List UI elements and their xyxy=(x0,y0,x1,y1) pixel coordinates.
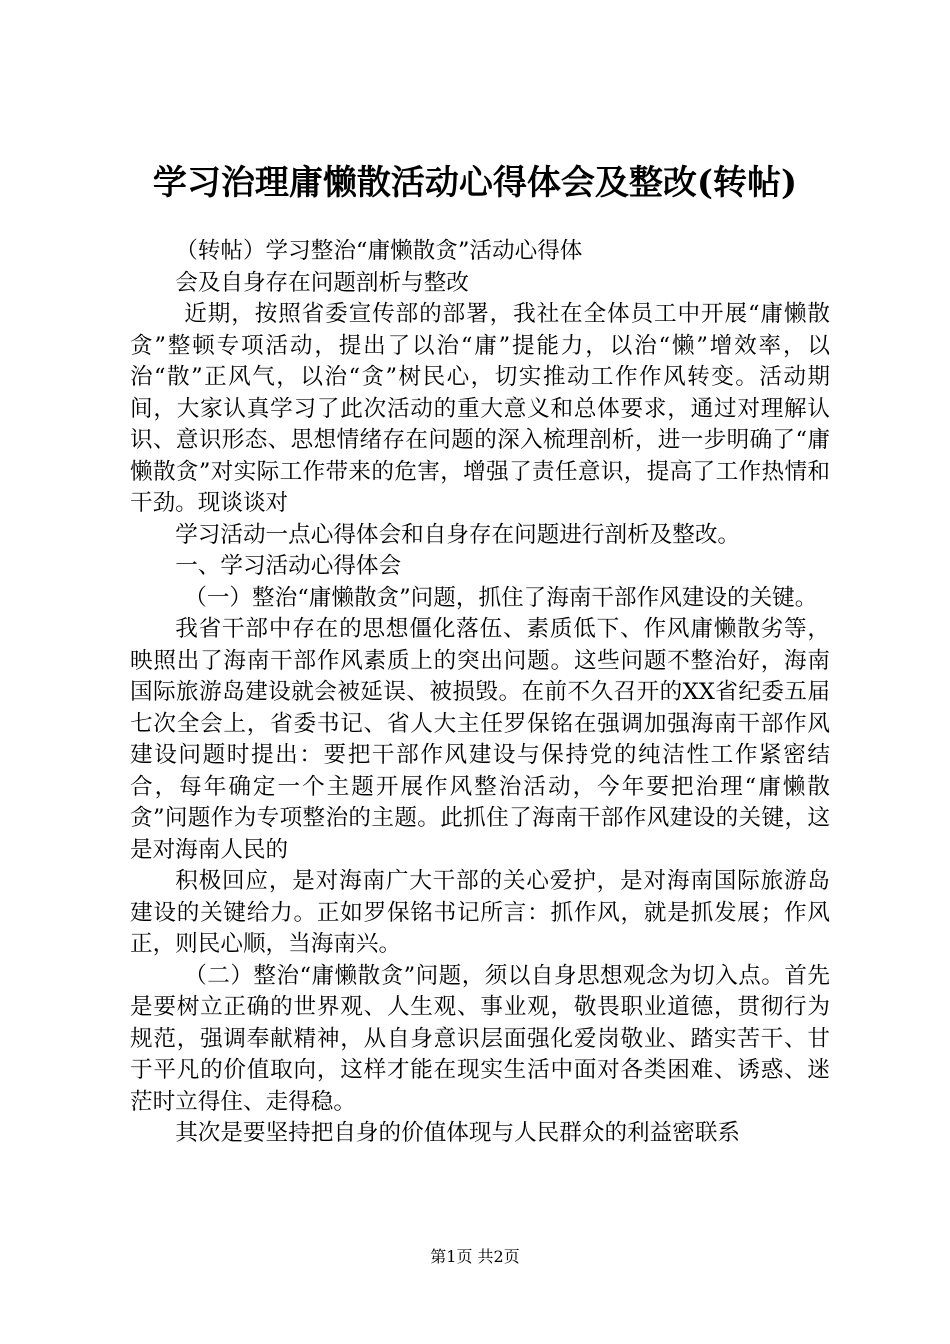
paragraph-body-1: 我省干部中存在的思想僵化落伍、素质低下、作风庸懒散劣等，映照出了海南干部作风素质上的突出问题。这些问题不整治好，海南国际旅游岛建设就会被延误、被损毁。在前不久召开的XX省纪委五届七次全会上，省委书记、省人大主任罗保铭在强调加强海南干部作风建设问题时提出：要把干部作风建设与保持党的纯洁性工作紧密结合，每年确定一个主题开展作风整治活动，今年要把治理“庸懒散贪”问题作为专项整治的主题。此抓住了海南干部作风建设的关键，这是对海南人民的 xyxy=(130,616,830,863)
subtitle-line-2: 会及自身存在问题剖析与整改 xyxy=(175,269,469,296)
page-title: 学习治理庸懒散活动心得体会及整改(转帖) xyxy=(152,163,798,203)
paragraph-body-2: 积极回应，是对海南广大干部的关心爱护，是对海南国际旅游岛建设的关键给力。正如罗保铭书记所言：抓作风，就是抓发展；作风正，则民心顺，当海南兴。 xyxy=(130,868,830,957)
subsection-heading-2: （二）整治“庸懒散贪”问题，须以自身思想观念为切入点。首先是要树立正确的世界观、人生观、事业观，敬畏职业道德，贯彻行为规范，强调奉献精神，从自身意识层面强化爱岗敬业、踏实苦干、甘于平凡的价值取向，这样才能在现实生活中面对各类困难、诱惑、迷茫时立得住、走得稳。 xyxy=(130,962,830,1115)
paragraph-body-3: 其次是要坚持把自身的价值体现与人民群众的利益密联系 xyxy=(175,1120,741,1146)
paragraph-intro-continued: 学习活动一点心得体会和自身存在问题进行剖析及整改。 xyxy=(175,521,741,548)
page-footer: 第1页 共2页 xyxy=(430,1247,520,1266)
paragraph-intro: 近期，按照省委宣传部的部署，我社在全体员工中开展“庸懒散贪”整顿专项活动，提出了以治“庸”提能力，以治“懒”增效率，以治“散”正风气，以治“贪”树民心，切实推动工作作风转变。活动期间，大家认真学习了此次活动的重大意义和总体要求，通过对理解认识、意识形态、思想情绪存在问题的深入梳理剖析，进一步明确了“庸懒散贪”对实际工作带来的危害，增强了责任意识，提高了工作热情和干劲。现谈谈对 xyxy=(130,301,830,516)
subtitle-line-1: （转帖）学习整治“庸懒散贪”活动心得体 xyxy=(175,238,583,264)
subsection-heading-1: （一）整治“庸懒散贪”问题，抓住了海南干部作风建设的关键。 xyxy=(184,584,818,611)
section-heading-1: 一、学习活动心得体会 xyxy=(175,553,402,579)
document-body xyxy=(130,236,830,1150)
